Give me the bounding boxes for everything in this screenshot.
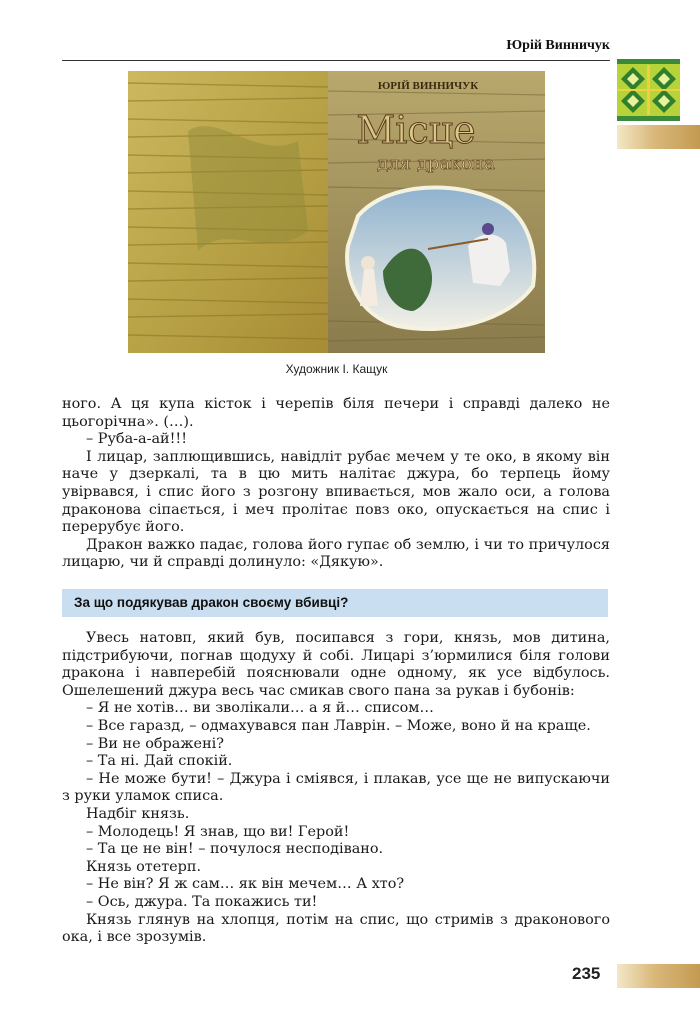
question-text: За що подякував дракон своєму вбивці?: [74, 595, 349, 610]
paragraph: – Та ні. Дай спокій.: [86, 753, 233, 770]
question-box: [62, 589, 608, 617]
text-block-top: [62, 396, 610, 572]
paragraph: Увесь натовп, який був, посипався з гори, князь, мов дитина, підстрибуючи, погнав щодуху й собі. Лицарі з’юрмилися біля голови дракона і навперебій пояснювали одне одному, як усе відбулось. Ошелешений джура весь час смикав свого пана за рукав і бубонів:: [62, 630, 610, 699]
paragraph: – Ви не ображені?: [86, 735, 224, 752]
paragraph: ного. А ця купа кісток і черепів біля печери і справді далеко не цьогорічна». (…).: [62, 396, 610, 430]
paragraph: – Не може бути! – Джура і сміявся, і плакав, усе ще не випускаючи з руки уламок списа.: [62, 770, 610, 805]
header-author: Юрій Винничук: [506, 38, 610, 53]
ornament-embroidery: [617, 59, 680, 121]
header-rule: [62, 60, 610, 61]
paragraph: – Я не хотів… ви зволікали… а я й… списом…: [86, 700, 434, 717]
paragraph: І лицар, заплющившись, навідліт рубає мечем у те око, в якому він наче у дзеркалі, та в цю мить налітає джура, бо терпець йому увірвався, і спис його з розгону впивається, мов жало оси, а голова драконова сіпається, і меч пролітає повз око, опускається на спис і перерубує його.: [62, 448, 610, 536]
paragraph: – Та це не він! – почулося несподівано.: [86, 841, 384, 858]
paragraph: – Ось, джура. Та покажись ти!: [86, 893, 318, 910]
paragraph: – Молодець! Я знав, що ви! Герой!: [86, 823, 350, 840]
paragraph: – Руба-а-ай!!!: [86, 431, 187, 448]
text-block-bottom: [62, 630, 610, 947]
paragraph: – Не він? Я ж сам… як він мечем… А хто?: [86, 876, 405, 893]
cover-title-line2: для дракона: [377, 153, 495, 174]
paragraph: – Все гаразд, – одмахувався пан Лаврін. – Може, воно й на краще.: [86, 717, 591, 734]
paragraph: Князь глянув на хлопця, потім на спис, що стримів з драконового ока, і все зрозумів.: [62, 911, 610, 946]
gold-tab: [617, 125, 700, 149]
cover-author: ЮРІЙ ВИННИЧУК: [377, 80, 479, 92]
gold-tab-bottom: [617, 964, 700, 988]
cover-title-line1: Місце: [356, 108, 476, 152]
page-number: 235: [572, 964, 601, 983]
paragraph: Надбіг князь.: [86, 805, 190, 822]
paragraph: Дракон важко падає, голова його гупає об землю, і чи то причулося лицарю, чи й справді долинуло: «Дякую».: [62, 536, 610, 571]
paragraph: Князь отетерп.: [86, 858, 202, 875]
book-cover-image: [128, 71, 545, 353]
image-caption: Художник І. Кащук: [285, 362, 388, 376]
